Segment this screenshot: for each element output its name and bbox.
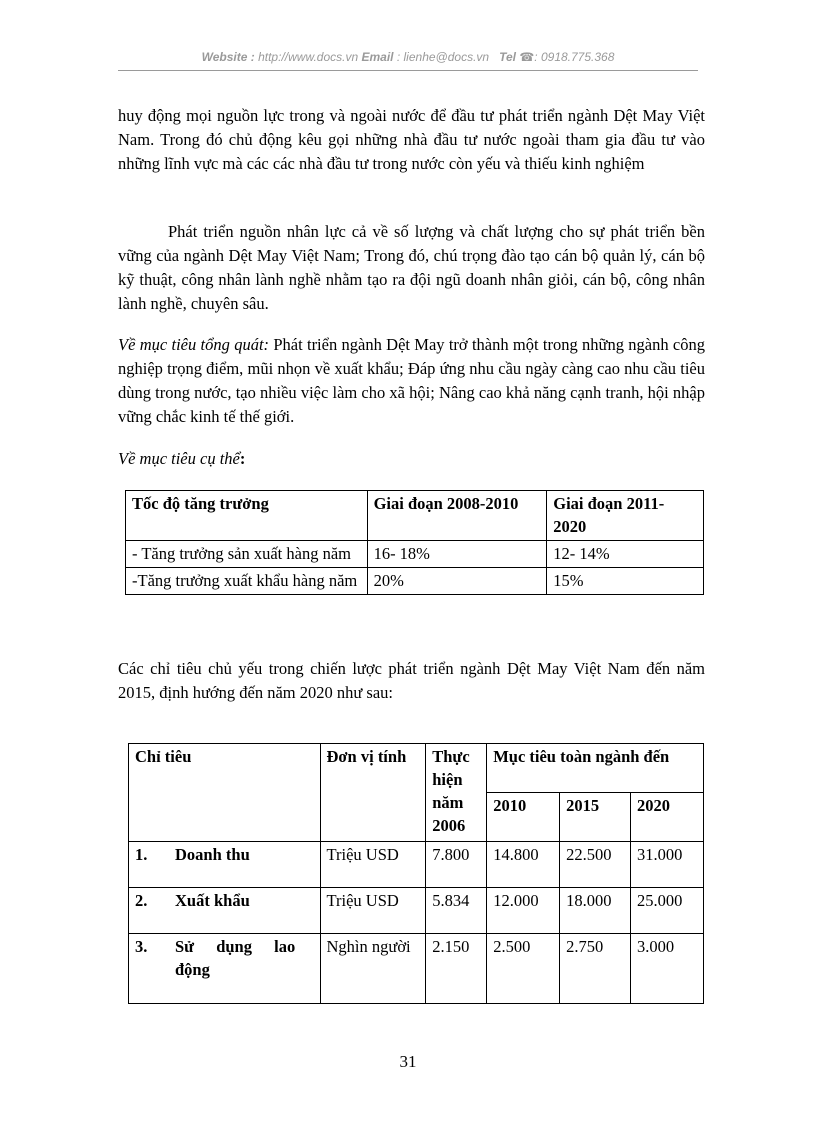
table-cell: Nghìn người <box>320 934 426 1004</box>
page-number: 31 <box>399 1052 417 1071</box>
table-row <box>129 934 704 1004</box>
page-header <box>118 50 698 64</box>
table-cell: 18.000 <box>560 888 631 934</box>
table-header-cell: 2020 <box>631 793 704 842</box>
table-cell: 20% <box>367 568 547 595</box>
specific-objective-heading <box>118 447 705 471</box>
tel-label: Tel <box>499 50 516 64</box>
email-label: Email <box>361 50 394 64</box>
table-cell: 25.000 <box>631 888 704 934</box>
table-header-cell: Giai đoạn 2011-2020 <box>547 491 704 541</box>
tel-value: : 0918.775.368 <box>534 50 615 64</box>
email-value[interactable]: : lienhe@docs.vn <box>396 50 490 64</box>
paragraph-targets-intro: Các chỉ tiêu chủ yếu trong chiến lược phát triển ngành Dệt May Việt Nam đến năm 2015, định hướng đến năm 2020 như sau: <box>118 659 705 702</box>
table-cell: - Tăng trưởng sản xuất hàng năm <box>126 541 368 568</box>
table-header-cell: Mục tiêu toàn ngành đến <box>487 744 704 793</box>
table-cell: 2.500 <box>487 934 560 1004</box>
table-cell <box>129 934 321 1004</box>
table-cell: 2.150 <box>426 934 487 1004</box>
row-number: 2. <box>135 891 148 910</box>
phone-icon: ☎ <box>519 50 535 64</box>
specific-objective-colon: : <box>239 449 246 468</box>
table-header-cell: Tốc độ tăng trưởng <box>126 491 368 541</box>
table-row <box>126 541 704 568</box>
paragraph-general-objective <box>118 333 705 429</box>
header-divider <box>118 70 698 71</box>
general-objective-text: Phát triển ngành Dệt May trở thành một trong những ngành công nghiệp trọng điểm, mũi nhọn về xuất khẩu; Đáp ứng nhu cầu ngày càng cao nhu cầu tiêu dùng trong nước, tạo nhiều việc làm cho xã hội; Nâng cao khả năng cạnh tranh, hội nhập vững chắc kinh tế thế giới. <box>118 335 705 426</box>
table-cell <box>129 842 321 888</box>
table-row <box>129 842 704 888</box>
table-header-cell: Đơn vị tính <box>320 744 426 842</box>
table-cell: 16- 18% <box>367 541 547 568</box>
row-indicator-wrap <box>135 935 314 981</box>
row-indicator: Sử dụng lao động <box>175 937 296 979</box>
paragraph-human-resources: Phát triển nguồn nhân lực cả về số lượng và chất lượng cho sự phát triển bền vững của ngành Dệt May Việt Nam; Trong đó, chú trọng đào tạo cán bộ quản lý, cán bộ kỹ thuật, công nhân lành nghề nhằm tạo ra đội ngũ doanh nhân giỏi, cán bộ, công nhân lành nghề, chuyên sâu. <box>118 222 705 313</box>
table-row <box>129 888 704 934</box>
table-header-row <box>129 744 704 793</box>
table-header-cell: Thực hiện năm 2006 <box>426 744 487 842</box>
table-cell: 14.800 <box>487 842 560 888</box>
table-header-cell: 2015 <box>560 793 631 842</box>
website-label: Website : <box>201 50 255 64</box>
table-cell: 2.750 <box>560 934 631 1004</box>
table-cell: Triệu USD <box>320 842 426 888</box>
paragraph-resources: huy động mọi nguồn lực trong và ngoài nước để đầu tư phát triển ngành Dệt May Việt Nam. Trong đó chủ động kêu gọi những nhà đầu tư nước ngoài tham gia đầu tư vào những lĩnh vực mà các các nhà đầu tư trong nước còn yếu và thiếu kinh nghiệm <box>118 106 705 173</box>
table-header-row <box>126 491 704 541</box>
table-cell: 22.500 <box>560 842 631 888</box>
table-cell: 7.800 <box>426 842 487 888</box>
growth-rate-table <box>125 490 704 595</box>
specific-objective-label: Về mục tiêu cụ thể <box>118 449 240 468</box>
table-header-cell: Giai đoạn 2008-2010 <box>367 491 547 541</box>
table-cell: 31.000 <box>631 842 704 888</box>
table-cell: 5.834 <box>426 888 487 934</box>
table-row <box>126 568 704 595</box>
table-cell: 12- 14% <box>547 541 704 568</box>
row-indicator: Doanh thu <box>175 845 250 864</box>
row-number: 3. <box>135 937 148 956</box>
general-objective-label: Về mục tiêu tổng quát: <box>118 335 270 354</box>
table-cell: -Tăng trưởng xuất khẩu hàng năm <box>126 568 368 595</box>
table-cell: 3.000 <box>631 934 704 1004</box>
table-cell: 15% <box>547 568 704 595</box>
table-header-cell: 2010 <box>487 793 560 842</box>
row-indicator: Xuất khẩu <box>175 891 250 910</box>
table-cell <box>129 888 321 934</box>
website-url[interactable]: http://www.docs.vn <box>258 50 359 64</box>
table-cell: 12.000 <box>487 888 560 934</box>
table-cell: Triệu USD <box>320 888 426 934</box>
row-number: 1. <box>135 845 148 864</box>
table-header-cell: Chỉ tiêu <box>129 744 321 842</box>
targets-table <box>128 743 704 1004</box>
